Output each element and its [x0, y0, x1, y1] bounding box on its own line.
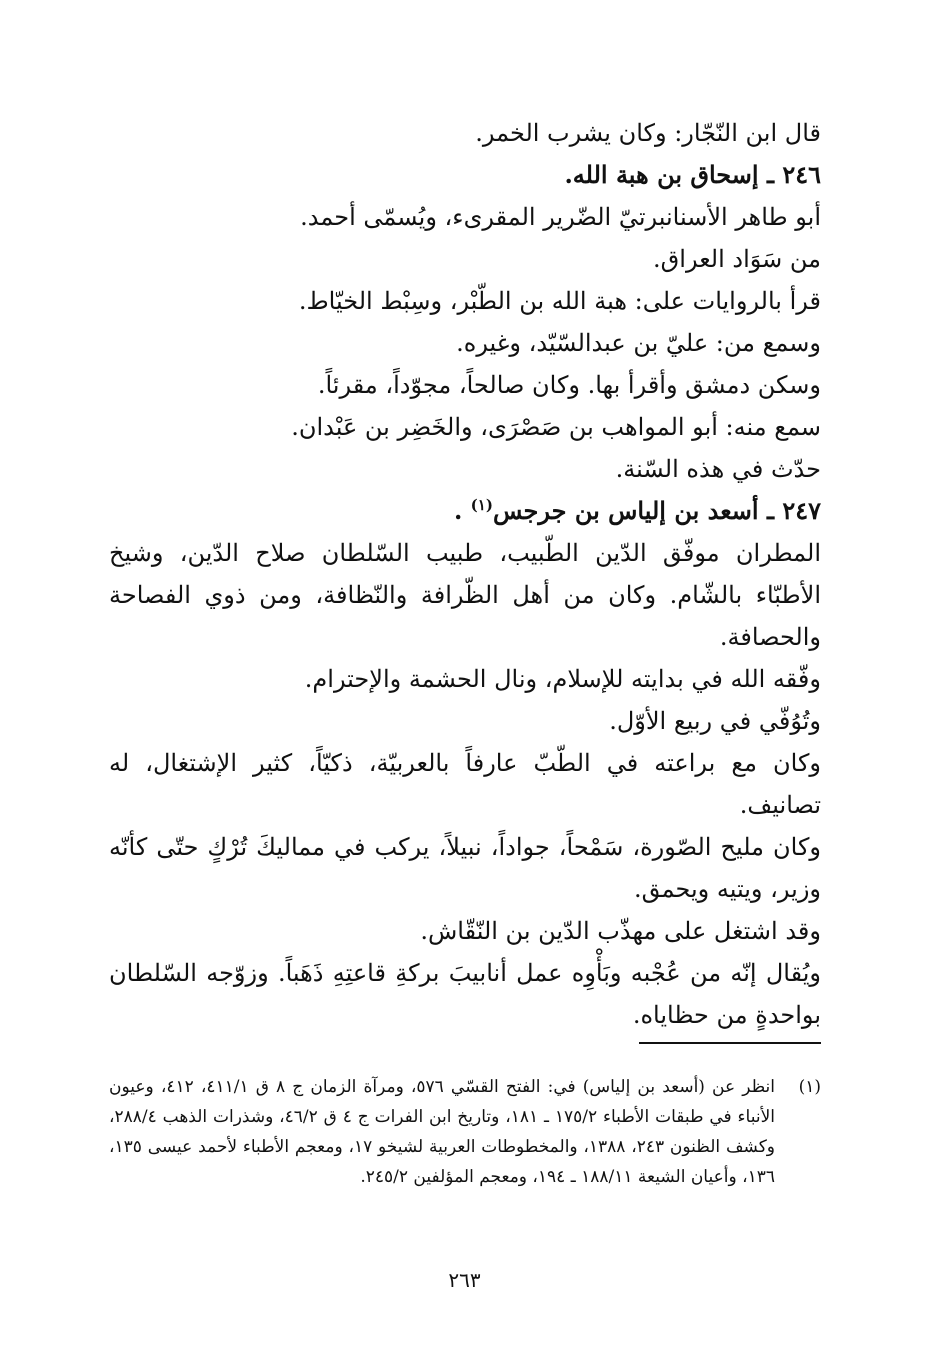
entry-number: ٢٤٦	[782, 160, 821, 189]
entry-heading-247	[109, 490, 821, 532]
footnote	[109, 1072, 821, 1192]
entry-name: أسعد بن إلياس بن جرجس	[492, 496, 759, 525]
paragraph: ويُقال إنّه من عُجْبه وبَأْوِه عمل أنابيبَ بركةِ قاعتِهِ ذَهَباً. وزوّجه السّلطان بواحدةٍ من حظاياه.	[109, 959, 821, 1029]
page-number: ٢٦٣	[448, 1268, 481, 1292]
footnote-text: انظر عن (أسعد بن إلياس) في: الفتح القسّي ٥٧٦، ومرآة الزمان ج ٨ ق ٤١١/١، ٤١٢، وعيون الأنباء في طبقات الأطباء ١٧٥/٢ ـ ١٨١، وتاريخ ابن الفرات ج ٤ ق ٤٦/٢، وشذرات الذهب ٢٨٨/٤، وكشف الظنون ٢٤٣، ١٣٨٨، والمخطوطات العربية لشيخو ١٧، ومعجم الأطباء لأحمد عيسى ١٣٥، ١٣٦، وأعيان الشيعة ١٨٨/١١ ـ ١٩٤، ومعجم المؤلفين ٢٤٥/٢.	[109, 1077, 776, 1187]
paragraph: وكان مع براعته في الطّبّ عارفاً بالعربيّة، ذكيّاً، كثير الإشتغال، له تصانيف.	[109, 749, 821, 819]
text-line: وسكن دمشق وأقرأ بها. وكان صالحاً، مجوّداً، مقرئاً.	[317, 371, 821, 399]
text-line: قرأ بالروايات على: هبة الله بن الطّبْر، وسِبْط الخيّاط.	[298, 287, 821, 315]
entry-name: إسحاق بن هبة الله.	[564, 160, 759, 189]
entry-heading-246	[109, 154, 821, 196]
footnotes	[109, 1072, 821, 1192]
entry-number: ٢٤٧	[782, 496, 821, 525]
footnote-reference[interactable]: (١)	[470, 496, 493, 514]
footnote-marker: (١)	[798, 1077, 821, 1097]
entry-separator: ـ	[766, 496, 774, 525]
text-line: من سَوَاد العراق.	[653, 245, 821, 273]
paragraph: وفّقه الله في بدايته للإسلام، ونال الحشمة والإحترام.	[304, 665, 821, 693]
text-line: سمع منه: أبو المواهب بن صَصْرَى، والخَضِر بن عَبْدان.	[291, 413, 821, 441]
paragraph: وقد اشتغل على مهذّب الدّين بن النّقّاش.	[420, 917, 821, 945]
entry-separator: ـ	[766, 160, 774, 189]
main-text	[109, 112, 821, 1036]
text-line: قال ابن النّجّار: وكان يشرب الخمر.	[475, 119, 821, 147]
text-line: حدّث في هذه السّنة.	[615, 455, 821, 483]
paragraph: المطران موفّق الدّين الطّبيب، طبيب السّلطان صلاح الدّين، وشيخ الأطبّاء بالشّام. وكان من أهل الظّرافة والنّظافة، ومن ذوي الفصاحة والحصافة.	[109, 539, 821, 651]
footnote-separator	[639, 1042, 821, 1044]
text-line: أبو طاهر الأسنانبرتيّ الضّرير المقرىء، ويُسمّى أحمد.	[300, 203, 821, 231]
paragraph: وكان مليح الصّورة، سَمْحاً، جواداً، نبيلاً، يركب في مماليكَ تُرْكٍ حتّى كأنّه وزير، ويتيه ويحمق.	[109, 833, 821, 903]
text-line: وسمع من: عليّ بن عبدالسّيّد، وغيره.	[456, 329, 821, 357]
entry-end: .	[453, 496, 463, 525]
paragraph: وتُوُفّي في ربيع الأوّل.	[609, 707, 821, 735]
